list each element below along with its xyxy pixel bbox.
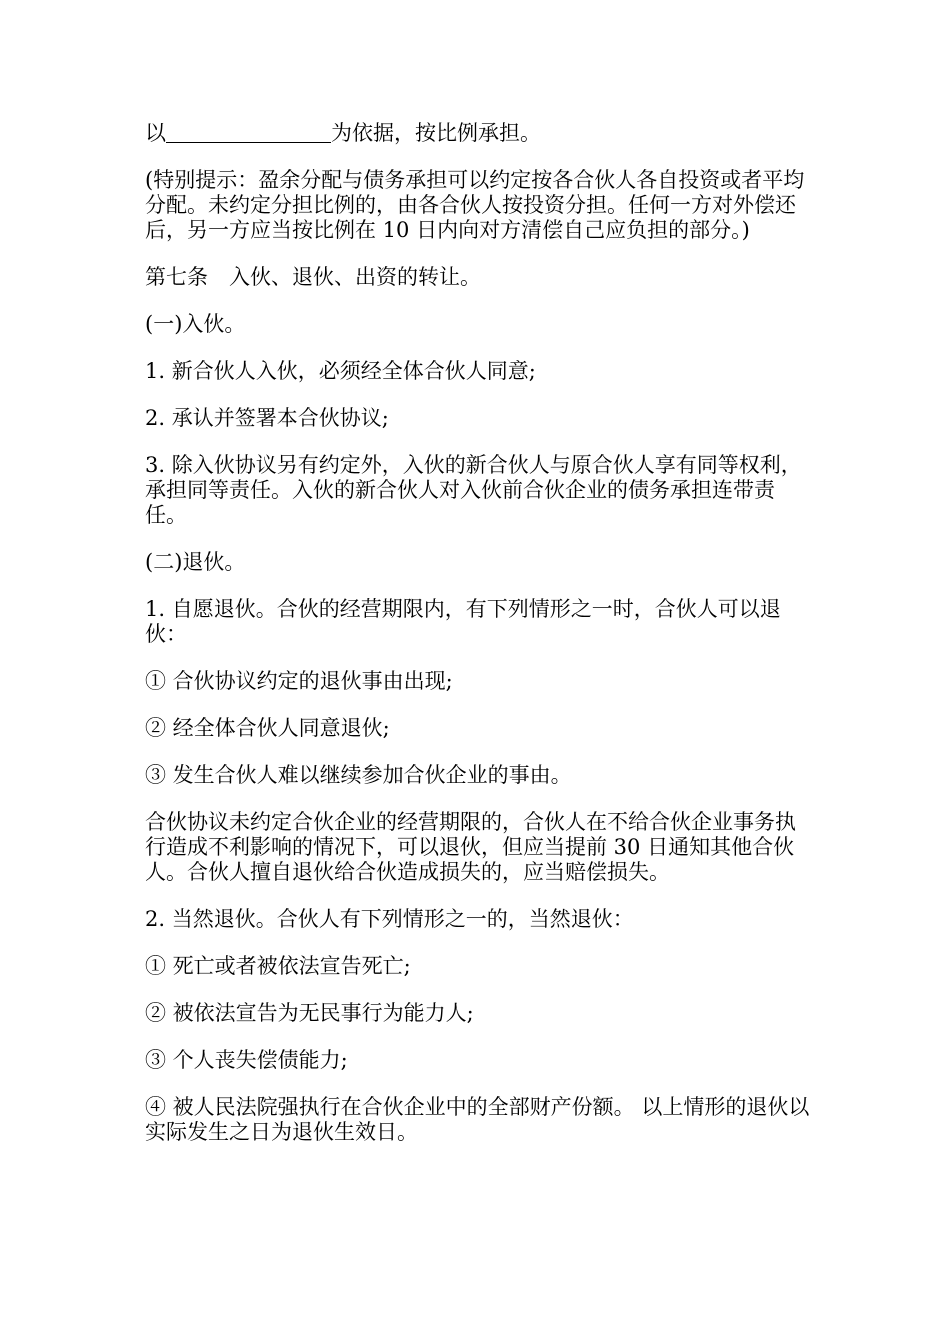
list-item: 2. 当然退伙。合伙人有下列情形之一的，当然退伙： [145,907,634,931]
list-item: 1. 新合伙人入伙，必须经全体合伙人同意; [145,359,536,383]
body-paragraph: 合伙协议未约定合伙企业的经营期限的，合伙人在不给合伙企业事务执行造成不利影响的情况下，可以退伙，但应当提前 30 日通知其他合伙人。合伙人擅自退伙给合伙造成损失的，应当赔偿损失。 [145,810,796,884]
sub-list-item: ① 死亡或者被依法宣告死亡; [145,954,411,978]
fill-in-prefix: 以 [145,121,166,145]
list-item: 2. 承认并签署本合伙协议; [145,406,389,430]
sub-list-item: ③ 个人丧失偿债能力; [145,1048,348,1072]
sub-list-item: ② 被依法宣告为无民事行为能力人; [145,1001,474,1025]
special-note-paragraph: (特别提示：盈余分配与债务承担可以约定按各合伙人各自投资或者平均分配。未约定分担比例的，由各合伙人按投资分担。任何一方对外偿还后，另一方应当按比例在 10 日内向对方清偿自己应负担的部分。) [145,168,805,242]
fill-in-paragraph [145,121,810,146]
list-item: 1. 自愿退伙。合伙的经营期限内，有下列情形之一时，合伙人可以退伙： [145,597,781,646]
fill-in-suffix: 为依据，按比例承担。 [331,121,541,145]
document-body [145,121,810,1167]
sub-list-item: ④ 被人民法院强执行在合伙企业中的全部财产份额。 以上情形的退伙以实际发生之日为退伙生效日。 [145,1095,810,1144]
article-heading: 第七条 入伙、退伙、出资的转让。 [145,265,481,289]
fill-in-blank [166,122,331,143]
list-item: 3. 除入伙协议另有约定外，入伙的新合伙人与原合伙人享有同等权利，承担同等责任。入伙的新合伙人对入伙前合伙企业的债务承担连带责任。 [145,453,802,527]
section-heading-admission: (一)入伙。 [145,312,246,336]
sub-list-item: ② 经全体合伙人同意退伙; [145,716,390,740]
section-heading-withdrawal: (二)退伙。 [145,550,246,574]
sub-list-item: ③ 发生合伙人难以继续参加合伙企业的事由。 [145,763,572,787]
sub-list-item: ① 合伙协议约定的退伙事由出现; [145,669,453,693]
